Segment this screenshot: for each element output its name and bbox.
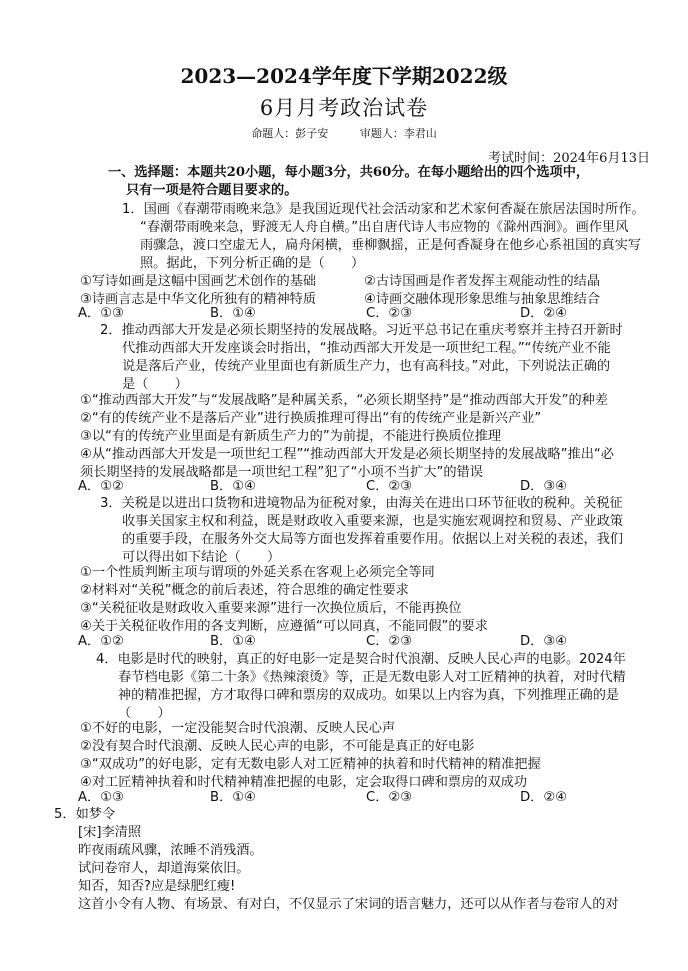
q2-line: 代推动西部大开发座谈会时指出，“推动西部大开发是一项世纪工程。”“传统产业不能	[122, 341, 611, 356]
q5-tail: 这首小令有人物、有场景、有对白，不仅显示了宋词的语言魅力，还可以从作者与卷帘人的对	[78, 897, 619, 912]
reviewer-label: 审题人：李君山	[359, 127, 437, 140]
q3-options	[80, 564, 670, 636]
q1-line: 雨骤急，渡口空虚无人，扁舟闲横，垂柳飘摇，正是何香凝身在他乡心系祖国的真实写	[140, 238, 642, 253]
q5-verse: 试问卷帘人，却道海棠依旧。	[78, 861, 250, 876]
q3-option: ③“关税征收是财政收入重要来源”进行一次换位质后，不能再换位	[80, 601, 462, 616]
q3-choice-b: B．①④	[210, 634, 256, 649]
q4-choice-a: A．①③	[78, 790, 124, 805]
q5-verse: 昨夜雨疏风骤，浓睡不消残酒。	[78, 843, 263, 858]
q1-line: 1．国画《春潮带雨晚来急》是我国近现代社会活动家和艺术家何香凝在旅居法国时所作。	[122, 202, 645, 217]
q3-choice-c: C．②③	[366, 634, 413, 649]
exam-title-line1: 2023—2024学年度下学期2022级	[180, 64, 508, 88]
q1-option: ①写诗如画是这幅中国画艺术创作的基础	[80, 274, 317, 289]
q3-choice-d: D．③④	[520, 634, 567, 649]
q1-option: ④诗画交融体现形象思维与抽象思维结合	[364, 292, 601, 307]
q1-line: “春潮带雨晚来急，野渡无人舟自横。”出自唐代诗人韦应物的《滁州西涧》。画作里风	[140, 220, 629, 235]
q3-option: ①一个性质判断主项与谓项的外延关系在客观上必须完全等同	[80, 565, 435, 580]
q5-head: 5．如梦令	[54, 807, 116, 822]
q4-options	[80, 720, 670, 792]
question-4	[96, 651, 662, 723]
q4-line: 4．电影是时代的映射，真正的好电影一定是契合时代浪潮、反映人民心声的电影。2024年	[96, 652, 626, 667]
q1-choice-b: B．①④	[210, 306, 256, 321]
q2-choice-d: D．③④	[520, 479, 567, 494]
q4-choice-d: D．②④	[520, 790, 567, 805]
q2-line: 是（ ）	[122, 377, 188, 392]
q2-option: 须长期坚持的发展战略都是一项世纪工程”犯了“小项不当扩大”的错误	[80, 465, 483, 480]
q5-verse: 知否，知否?应是绿肥红瘦!	[78, 879, 236, 894]
q1-line: 照。据此，下列分析正确的是（ ）	[140, 256, 365, 271]
q3-option: ②材料对“关税”概念的前后表述，符合思维的确定性要求	[80, 583, 409, 598]
question-5	[54, 806, 674, 914]
q4-choice-b: B．①④	[210, 790, 256, 805]
q2-choice-b: B．①④	[210, 479, 256, 494]
q3-line: 可以得出如下结论（ ）	[122, 550, 281, 565]
q4-option: ①不好的电影，一定没能契合时代浪潮、反映人民心声	[80, 721, 396, 736]
section-heading: 一、选择题：本题共20小题，每小题3分，共60分。在每小题给出的四个选项中， 只有一项是符合题目要求的。	[108, 165, 590, 198]
q4-line: （ ）	[118, 706, 171, 721]
q1-option: ②古诗国画是作者发挥主观能动性的结晶	[364, 274, 601, 289]
q3-line: 收事关国家主权和利益，既是财政收入重要来源，也是实施宏观调控和贸易、产业政策	[122, 514, 624, 529]
exam-title-line2: 6月月考政治试卷	[259, 96, 429, 120]
question-3	[100, 495, 662, 567]
q2-choice-a: A．①②	[78, 479, 124, 494]
q2-option: ②“有的传统产业不是落后产业”进行换质推理可得出“有的传统产业是新兴产业”	[80, 411, 542, 426]
q3-choice-a: A．①②	[78, 634, 124, 649]
question-2	[100, 322, 662, 394]
q2-option: ③以“有的传统产业里面是有新质生产力的”为前提，不能进行换质位推理	[80, 429, 502, 444]
q4-option: ④对工匠精神执着和时代精神精准把握的电影，定会取得口碑和票房的双成功	[80, 775, 528, 790]
q1-option: ③诗画言志是中华文化所独有的精神特质	[80, 292, 317, 307]
q2-line: 说是落后产业，传统产业里面也有新质生产力，也有高科技。”对此，下列说法正确的	[122, 359, 611, 374]
q4-line: 春节档电影《第二十条》《热辣滚烫》等，正是无数电影人对工匠精神的执着，对时代精	[118, 670, 626, 685]
exam-authors	[0, 125, 688, 141]
question-1	[122, 201, 662, 273]
q4-option: ②没有契合时代浪潮、反映人民心声的电影，不可能是真正的好电影	[80, 739, 475, 754]
q3-line: 3．关税是以进出口货物和进境物品为征税对象，由海关在进出口环节征收的税种。关税征	[100, 496, 623, 511]
q2-option: ④从“推动西部大开发是一项世纪工程”“推动西部大开发是必须长期坚持的发展战略”推出“必	[80, 447, 614, 462]
q2-options	[80, 392, 676, 482]
q1-choice-a: A．①③	[78, 306, 124, 321]
q1-options	[80, 273, 670, 309]
exam-time: 考试时间：2024年6月13日	[488, 151, 650, 166]
q1-choice-c: C．②③	[366, 306, 413, 321]
q2-choice-c: C．②③	[366, 479, 413, 494]
q4-choice-c: C．②③	[366, 790, 413, 805]
q2-line: 2．推动西部大开发是必须长期坚持的发展战略。习近平总书记在重庆考察并主持召开新时	[100, 323, 623, 338]
q4-line: 神的精准把握，方才取得口碑和票房的双成功。如果以上内容为真，下列推理正确的是	[118, 688, 620, 703]
q4-option: ③“双成功”的好电影，定有无数电影人对工匠精神的执着和时代精神的精准把握	[80, 757, 541, 772]
q5-author: [宋]李清照	[78, 825, 142, 840]
q3-line: 的重要手段，在服务外交大局等方面也发挥着重要作用。依据以上对关税的表述，我们	[122, 532, 624, 547]
q1-choice-d: D．②④	[520, 306, 567, 321]
q2-option: ①“推动西部大开发”与“发展战略”是种属关系，“必须长期坚持”是“推动西部大开发”的种差	[80, 393, 609, 408]
q3-option: ④关于关税征收作用的各支判断，应遵循“可以同真，不能同假”的要求	[80, 619, 488, 634]
author-label: 命题人：彭子安	[251, 127, 329, 140]
